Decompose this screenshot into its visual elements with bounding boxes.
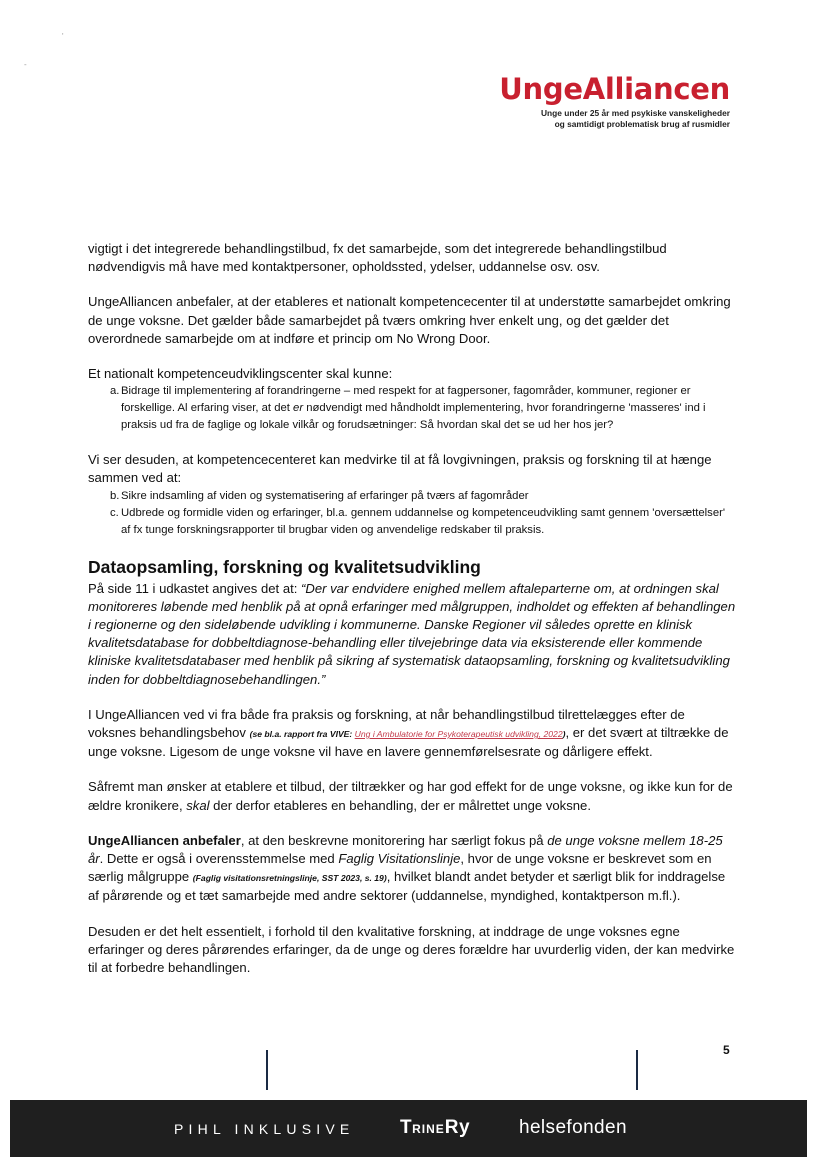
page-number: 5 [723, 1043, 730, 1057]
quote-intro: På side 11 i udkastet angives det at: [88, 580, 302, 596]
paragraph-text: I UngeAlliancen ved vi fra både fra praksis og forskning, at når behandlingstilbud tilrettelægges efter de voksnes behandlingsbehov [88, 706, 685, 741]
scan-mark: - [24, 60, 27, 69]
list-competence-center [88, 383, 736, 434]
list-text: Sikre indsamling af viden og systematisering af erfaringer på tværs af fagområder [121, 489, 529, 502]
paragraph: Vi ser desuden, at kompetencecenteret kan medvirke til at få lovgivningen, praksis og forskning til at hænge sammen ved at: [88, 452, 712, 486]
section-heading: Dataopsamling, forskning og kvalitetsudvikling [88, 556, 481, 577]
list-item [88, 488, 736, 505]
paragraph [88, 778, 736, 814]
sponsor-trinery-part: Ry [444, 1117, 471, 1138]
list-text: Udbrede og formidle viden og erfaringer, bl.a. gennem uddannelse og kompetenceudvikling samt gennem 'oversættelser' af fx tunge forskningsrapporter til brugbar viden og anvendelige redskaber til praksis. [121, 506, 726, 536]
logo-subtitle-line1: Unge under 25 år med psykiske vanskeligheder [541, 108, 730, 118]
sponsor-trinery-part: RINE [412, 1122, 445, 1136]
logo-title: UngeAlliancen [499, 72, 730, 106]
document-body [88, 240, 736, 994]
sponsor-trinery [400, 1117, 470, 1139]
paragraph-text: , at den beskrevne monitorering har særligt fokus på [240, 832, 548, 848]
paragraph-text: . Dette er også i overensstemmelse med [99, 851, 339, 867]
recommendation-label: UngeAlliancen anbefaler [88, 832, 241, 848]
paragraph [88, 706, 736, 762]
reference-note: (Faglig visitationsretningslinje, SST 2023, s. 19) [192, 873, 387, 884]
paragraph-text: , hvor de unge voksne er beskrevet som en særlig målgruppe [88, 851, 712, 885]
paragraph-text: der derfor etableres en behandling, der er målrettet unge voksne. [209, 797, 591, 813]
sponsor-helsefonden: helsefonden [519, 1117, 627, 1138]
paragraph: UngeAlliancen anbefaler, at der etableres et nationalt kompetencecenter til at understøtte samarbejdet omkring de unge voksne. Det gælder både samarbejdet på tværs omkring hver enkelt ung, og det gælder det overordnede samarbejde om at indføre et princip om No Wrong Door. [88, 294, 731, 346]
list-marker: c. [110, 506, 119, 519]
vive-report-link[interactable]: Ung i Ambulatorie for Psykoterapeutisk udvikling, 2022 [354, 729, 563, 740]
list-text: Bidrage til implementering af forandringerne – med respekt for at fagpersoner, fagområder, kommuner, regioner er forskellige. Al erfaring viser, at det [121, 385, 691, 415]
paragraph-quote [88, 580, 736, 689]
paragraph-text: , er det svært at tiltrække de unge voksne. Ligesom de unge voksne vil have en lavere gennemførelsesrate og dårligere effekt. [88, 725, 729, 760]
sponsor-footer [10, 1100, 807, 1157]
paragraph-text: Såfremt man ønsker at etablere et tilbud, der tiltrækker og har god effekt for de unge voksne, og ikke kun for de ældre kronikere, [88, 779, 733, 813]
paragraph-emphasis: Faglig Visitationslinje [338, 851, 461, 867]
quote-text: “Der var endvidere enighed mellem aftaleparterne om, at ordningen skal monitoreres løbende med henblik på at opnå erfaringer med målgruppen, indholdet og effekten af behandlingen i regionerne og den sideløbende udvikling i kommunerne. Danske Regioner vil således oprette en klinisk kvalitetsdatabase for dobbeltdiagnose-behandling eller tilvejebringe data via eksisterende eller kommende kliniske kvalitetsdatabaser med henblik på sikring af systematisk dataopsamling, forskning og kvalitetsudvikling inden for dobbeltdiagnosebehandlingen.” [88, 580, 736, 687]
list-knowledge [88, 488, 736, 539]
footer-divider-right [636, 1050, 638, 1090]
ungealliancen-logo [499, 70, 730, 130]
list-marker: a. [110, 385, 120, 398]
reference-prefix: (se bl.a. rapport fra VIVE: [249, 729, 355, 740]
scan-mark: ' [62, 32, 64, 41]
paragraph-emphasis: skal [186, 797, 210, 813]
footer-divider-left [266, 1050, 268, 1090]
paragraph [88, 832, 736, 906]
sponsor-pihl-inklusive: PIHL INKLUSIVE [174, 1121, 355, 1137]
reference-suffix: ) [562, 729, 566, 740]
paragraph-emphasis: de unge voksne mellem 18-25 år [88, 832, 723, 867]
sponsor-trinery-part: T [400, 1117, 413, 1138]
paragraph-text: , hvilket blandt andet betyder et særligt blik for inddragelse af pårørende og et tæt samarbejde med andre sektorer (uddannelse, myndighed, kontaktperson m.fl.). [88, 869, 726, 904]
paragraph: vigtigt i det integrerede behandlingstilbud, fx det samarbejde, som det integrerede behandlingstilbud nødvendigvis må have med kontaktpersoner, opholdssted, ydelser, uddannelse osv. osv. [88, 241, 667, 275]
list-item [88, 505, 736, 539]
list-text: nødvendigt med håndholdt implementering, hvor forandringerne 'masseres' ind i praksis ud fra de faglige og lokale vilkår og forudsætninger: Så hvordan skal det se ud her hos jer? [121, 402, 706, 432]
paragraph: Desuden er det helt essentielt, i forhold til den kvalitative forskning, at inddrage de unge voksnes egne erfaringer og deres pårørendes erfaringer, da de unge og deres forældre har uvurderlig viden, der kan medvirke til at forbedre behandlingen. [88, 923, 735, 976]
list-text-emphasis: er [293, 402, 304, 415]
list-marker: b. [110, 489, 120, 502]
paragraph: Et nationalt kompetenceudviklingscenter skal kunne: [88, 366, 393, 382]
list-item [88, 383, 736, 434]
logo-subtitle-line2: og samtidigt problematisk brug af rusmidler [554, 119, 730, 129]
